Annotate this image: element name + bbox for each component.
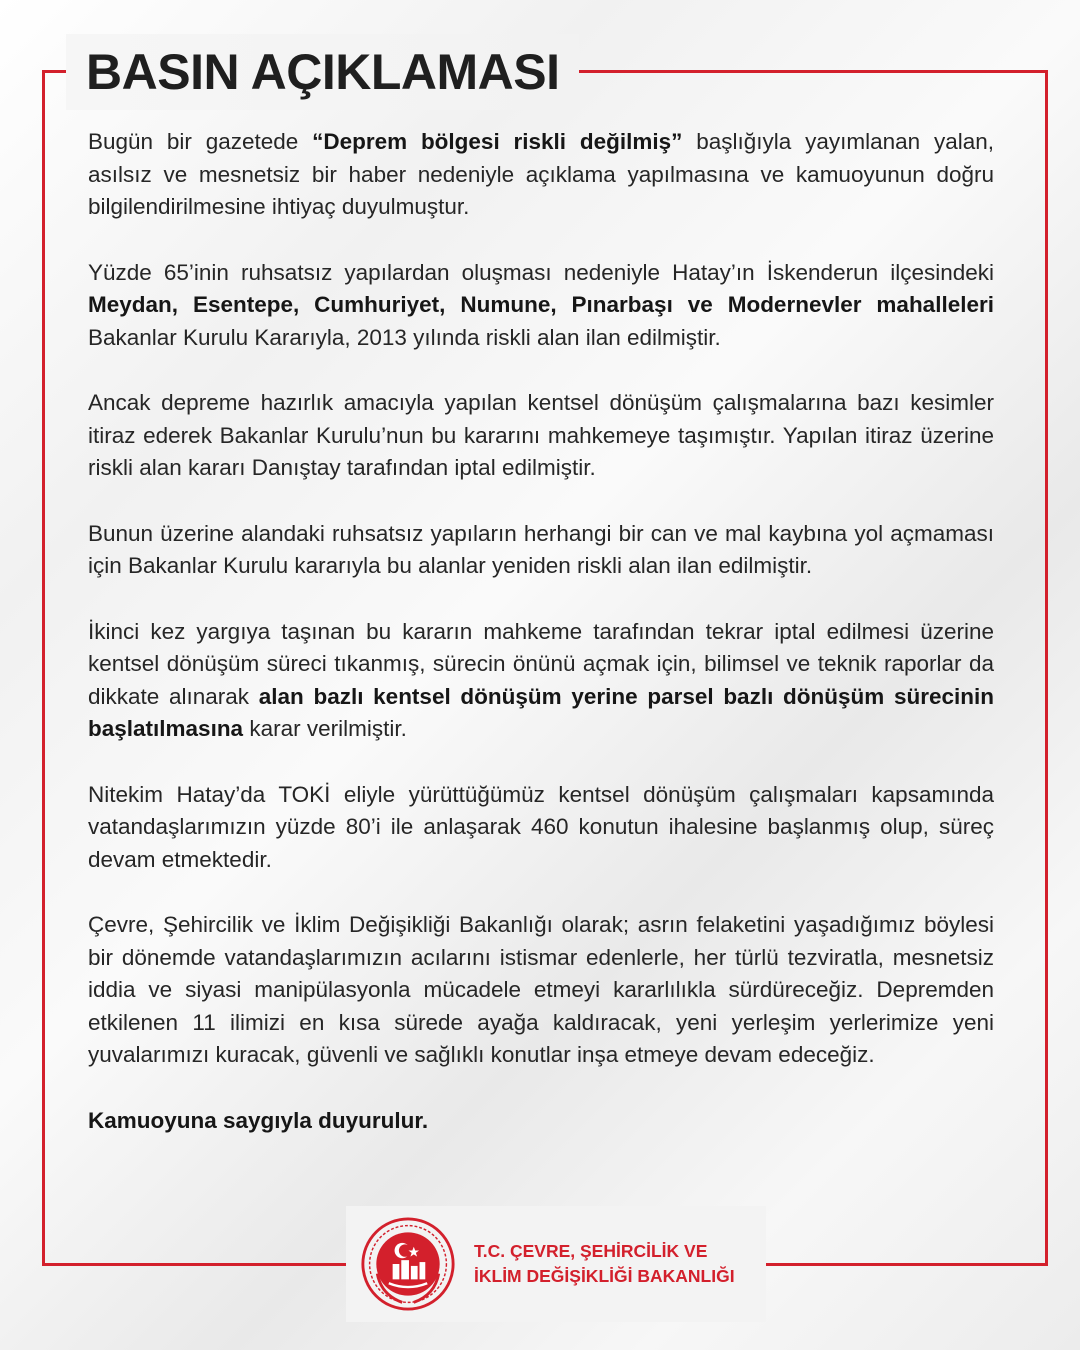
ministry-name — [474, 1239, 735, 1289]
paragraph-7: Çevre, Şehircilik ve İklim Değişikliği Bakanlığı olarak; asrın felaketini yaşadığımız böylesi bir dönemde vatandaşlarımızın acılarını istismar edenlerle, her türlü tezviratla, mesnetsiz iddia ve siyasi manipülasyonla mücadele etmeyi kararlılıkla sürdüreceğiz. Depremden etkilenen 11 ilimizi en kısa sürede ayağa kaldıracak, yeni yerleşim yerlerimize yeni yuvalarımızı kuracak, güvenli ve sağlıklı konutlar inşa etmeye devam edeceğiz. — [88, 912, 994, 1067]
p1-headline-quote: “Deprem bölgesi riskli değilmiş” — [312, 129, 683, 154]
paragraph-3: Ancak depreme hazırlık amacıyla yapılan kentsel dönüşüm çalışmalarına bazı kesimler itiraz ederek Bakanlar Kurulu’nun bu kararını mahkemeye taşımıştır. Yapılan itiraz üzerine riskli alan kararı Danıştay tarafından iptal edilmiştir. — [88, 390, 994, 480]
p1-text-start: Bugün bir gazetede — [88, 129, 313, 154]
press-release-body — [88, 126, 994, 1170]
paragraph-4: Bunun üzerine alandaki ruhsatsız yapıların herhangi bir can ve mal kaybına yol açmaması için Bakanlar Kurulu kararıyla bu alanlar yeniden riskli alan ilan edilmiştir. — [88, 520, 994, 578]
p5-emphasis: alan bazlı kentsel dönüşüm yerine parsel bazlı dönüşüm sürecinin başlatılmasına — [88, 683, 994, 741]
p2-text-start: Yüzde 65’inin ruhsatsız yapılardan oluşması nedeniyle Hatay’ın İskenderun ilçesindeki — [88, 259, 994, 285]
ministry-name-line-2: İKLİM DEĞİŞİKLİĞİ BAKANLIĞI — [474, 1266, 735, 1286]
paragraph-2 — [88, 257, 994, 355]
p5-text-start: İkinci kez yargıya taşınan bu kararın mahkeme tarafından tekrar iptal edilmesi üzerine kentsel dönüşüm süreci tıkanmış, sürecin önünü açmak için, bilimsel ve teknik raporlar da dikkate alınarak — [88, 618, 994, 709]
p5-text-end: karar verilmiştir. — [243, 716, 407, 741]
paragraph-6: Nitekim Hatay’da TOKİ eliyle yürüttüğümüz kentsel dönüşüm çalışmaları kapsamında vatandaşlarımızın yüzde 80’i ile anlaşarak 460 konutun ihalesine başlanmış olup, süreç devam etmektedir. — [88, 781, 994, 872]
ministry-name-line-1: T.C. ÇEVRE, ŞEHİRCİLİK VE — [474, 1241, 708, 1261]
closing-statement: Kamuoyuna saygıyla duyurulur. — [88, 1107, 429, 1133]
p2-neighborhoods: Meydan, Esentepe, Cumhuriyet, Numune, Pınarbaşı ve Modernevler mahalleleri — [88, 292, 994, 317]
p1-text-end: başlığıyla yayımlanan yalan, asılsız ve mesnetsiz bir haber nedeniyle açıklama yapılmasına ve kamuoyunun doğru bilgilendirilmesine ihtiyaç duyulmuştur. — [88, 129, 994, 219]
ministry-footer — [346, 1206, 766, 1322]
page-title: BASIN AÇIKLAMASI — [66, 34, 579, 110]
p2-text-end: Bakanlar Kurulu Kararıyla, 2013 yılında riskli alan ilan edilmiştir. — [88, 324, 721, 350]
paragraph-5 — [88, 616, 994, 746]
paragraph-1 — [88, 126, 994, 224]
ministry-seal-icon — [360, 1216, 456, 1312]
